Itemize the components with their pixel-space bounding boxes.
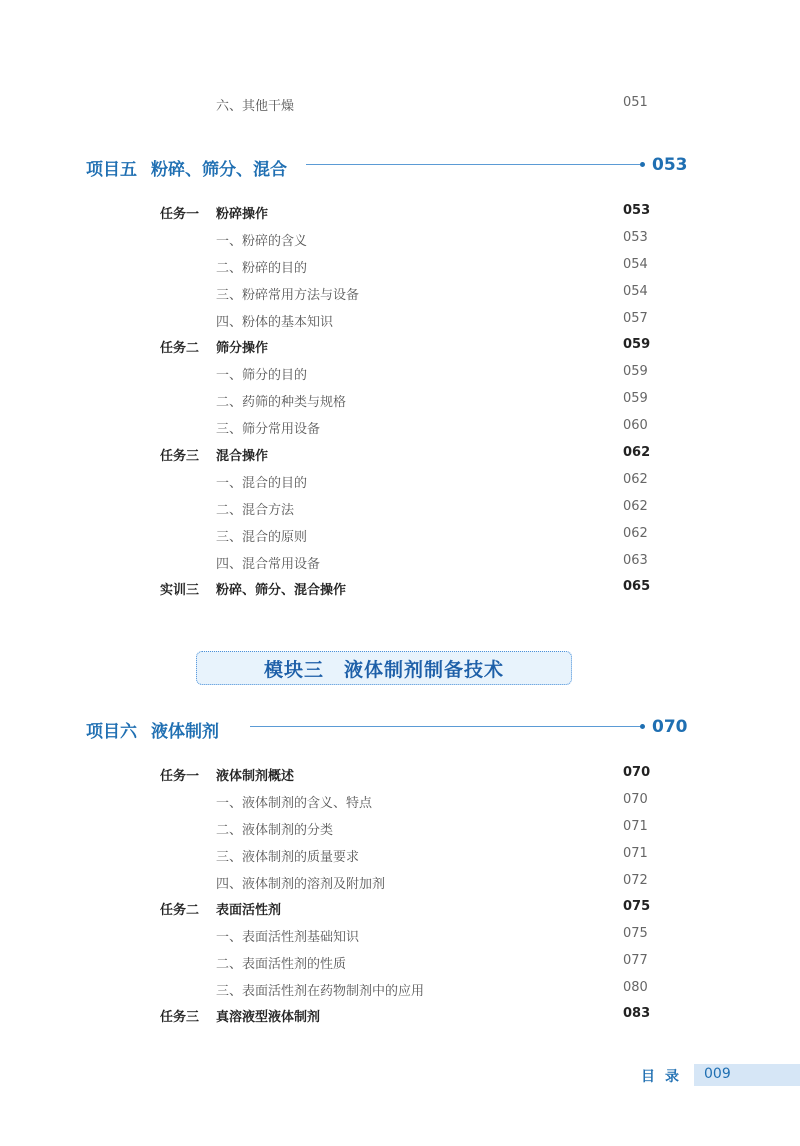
project-title: 粉碎、筛分、混合 [151, 160, 287, 180]
task-label: 任务二 [160, 903, 200, 918]
task-page: 075 [623, 899, 651, 914]
toc-item-page: 071 [623, 846, 648, 861]
task-label: 实训三 [160, 583, 200, 598]
footer-label: 目录 [641, 1069, 689, 1085]
toc-item-page: 054 [623, 284, 648, 299]
toc-item-title[interactable]: 三、粉碎常用方法与设备 [216, 288, 360, 303]
toc-item-title[interactable]: 四、粉体的基本知识 [216, 315, 334, 330]
toc-item-title[interactable]: 六、其他干燥 [216, 99, 295, 114]
task-title[interactable]: 表面活性剂 [216, 903, 282, 918]
toc-item-page: 062 [623, 472, 648, 487]
toc-item-title[interactable]: 一、筛分的目的 [216, 368, 308, 383]
page-number: 009 [704, 1066, 731, 1082]
task-title[interactable]: 混合操作 [216, 449, 269, 464]
leader-line [250, 726, 640, 727]
task-label: 任务一 [160, 769, 200, 784]
toc-item-title[interactable]: 三、液体制剂的质量要求 [216, 850, 360, 865]
task-page: 053 [623, 203, 651, 218]
toc-item-page: 054 [623, 257, 648, 272]
toc-item-page: 060 [623, 418, 648, 433]
toc-item-page: 062 [623, 526, 648, 541]
toc-item-title[interactable]: 三、混合的原则 [216, 530, 308, 545]
task-title[interactable]: 真溶液型液体制剂 [216, 1010, 321, 1025]
toc-item-page: 072 [623, 873, 648, 888]
task-label: 任务二 [160, 341, 200, 356]
task-page: 065 [623, 579, 651, 594]
toc-item-page: 075 [623, 926, 648, 941]
task-title[interactable]: 粉碎、筛分、混合操作 [216, 583, 347, 598]
task-title[interactable]: 液体制剂概述 [216, 769, 295, 784]
toc-item-title[interactable]: 二、液体制剂的分类 [216, 823, 334, 838]
project-page: 070 [652, 717, 688, 737]
toc-item-page: 059 [623, 391, 648, 406]
task-label: 任务三 [160, 449, 200, 464]
toc-item-page: 063 [623, 553, 648, 568]
toc-item-title[interactable]: 一、粉碎的含义 [216, 234, 308, 249]
task-page: 070 [623, 765, 651, 780]
toc-item-title[interactable]: 一、混合的目的 [216, 476, 308, 491]
toc-item-title[interactable]: 二、药筛的种类与规格 [216, 395, 347, 410]
toc-item-page: 070 [623, 792, 648, 807]
toc-item-title[interactable]: 一、表面活性剂基础知识 [216, 930, 360, 945]
toc-item-page: 077 [623, 953, 648, 968]
task-page: 083 [623, 1006, 651, 1021]
module-heading[interactable] [196, 651, 572, 685]
leader-dot [640, 162, 645, 167]
task-label: 任务三 [160, 1010, 200, 1025]
project-label: 项目五 [86, 160, 137, 180]
toc-item-page: 062 [623, 499, 648, 514]
toc-item-title[interactable]: 一、液体制剂的含义、特点 [216, 796, 373, 811]
module-title: 模块三 液体制剂制备技术 [263, 658, 504, 681]
leader-dot [640, 724, 645, 729]
toc-item-page: 059 [623, 364, 648, 379]
task-title[interactable]: 粉碎操作 [216, 207, 269, 222]
toc-item-page: 057 [623, 311, 648, 326]
toc-item-title[interactable]: 四、液体制剂的溶剂及附加剂 [216, 877, 386, 892]
toc-item-title[interactable]: 三、表面活性剂在药物制剂中的应用 [216, 984, 425, 999]
toc-item-page: 051 [623, 95, 648, 110]
leader-line [306, 164, 640, 165]
toc-item-title[interactable]: 二、混合方法 [216, 503, 295, 518]
project-label: 项目六 [86, 722, 137, 742]
toc-item-title[interactable]: 三、筛分常用设备 [216, 422, 321, 437]
toc-item-page: 053 [623, 230, 648, 245]
toc-item-page: 080 [623, 980, 648, 995]
toc-item-title[interactable]: 四、混合常用设备 [216, 557, 321, 572]
project-page: 053 [652, 155, 688, 175]
task-label: 任务一 [160, 207, 200, 222]
toc-item-title[interactable]: 二、粉碎的目的 [216, 261, 308, 276]
project-heading[interactable] [86, 155, 287, 180]
task-page: 059 [623, 337, 651, 352]
task-title[interactable]: 筛分操作 [216, 341, 269, 356]
toc-item-page: 071 [623, 819, 648, 834]
task-page: 062 [623, 445, 651, 460]
project-heading[interactable] [86, 717, 219, 742]
toc-item-title[interactable]: 二、表面活性剂的性质 [216, 957, 347, 972]
project-title: 液体制剂 [151, 722, 219, 742]
